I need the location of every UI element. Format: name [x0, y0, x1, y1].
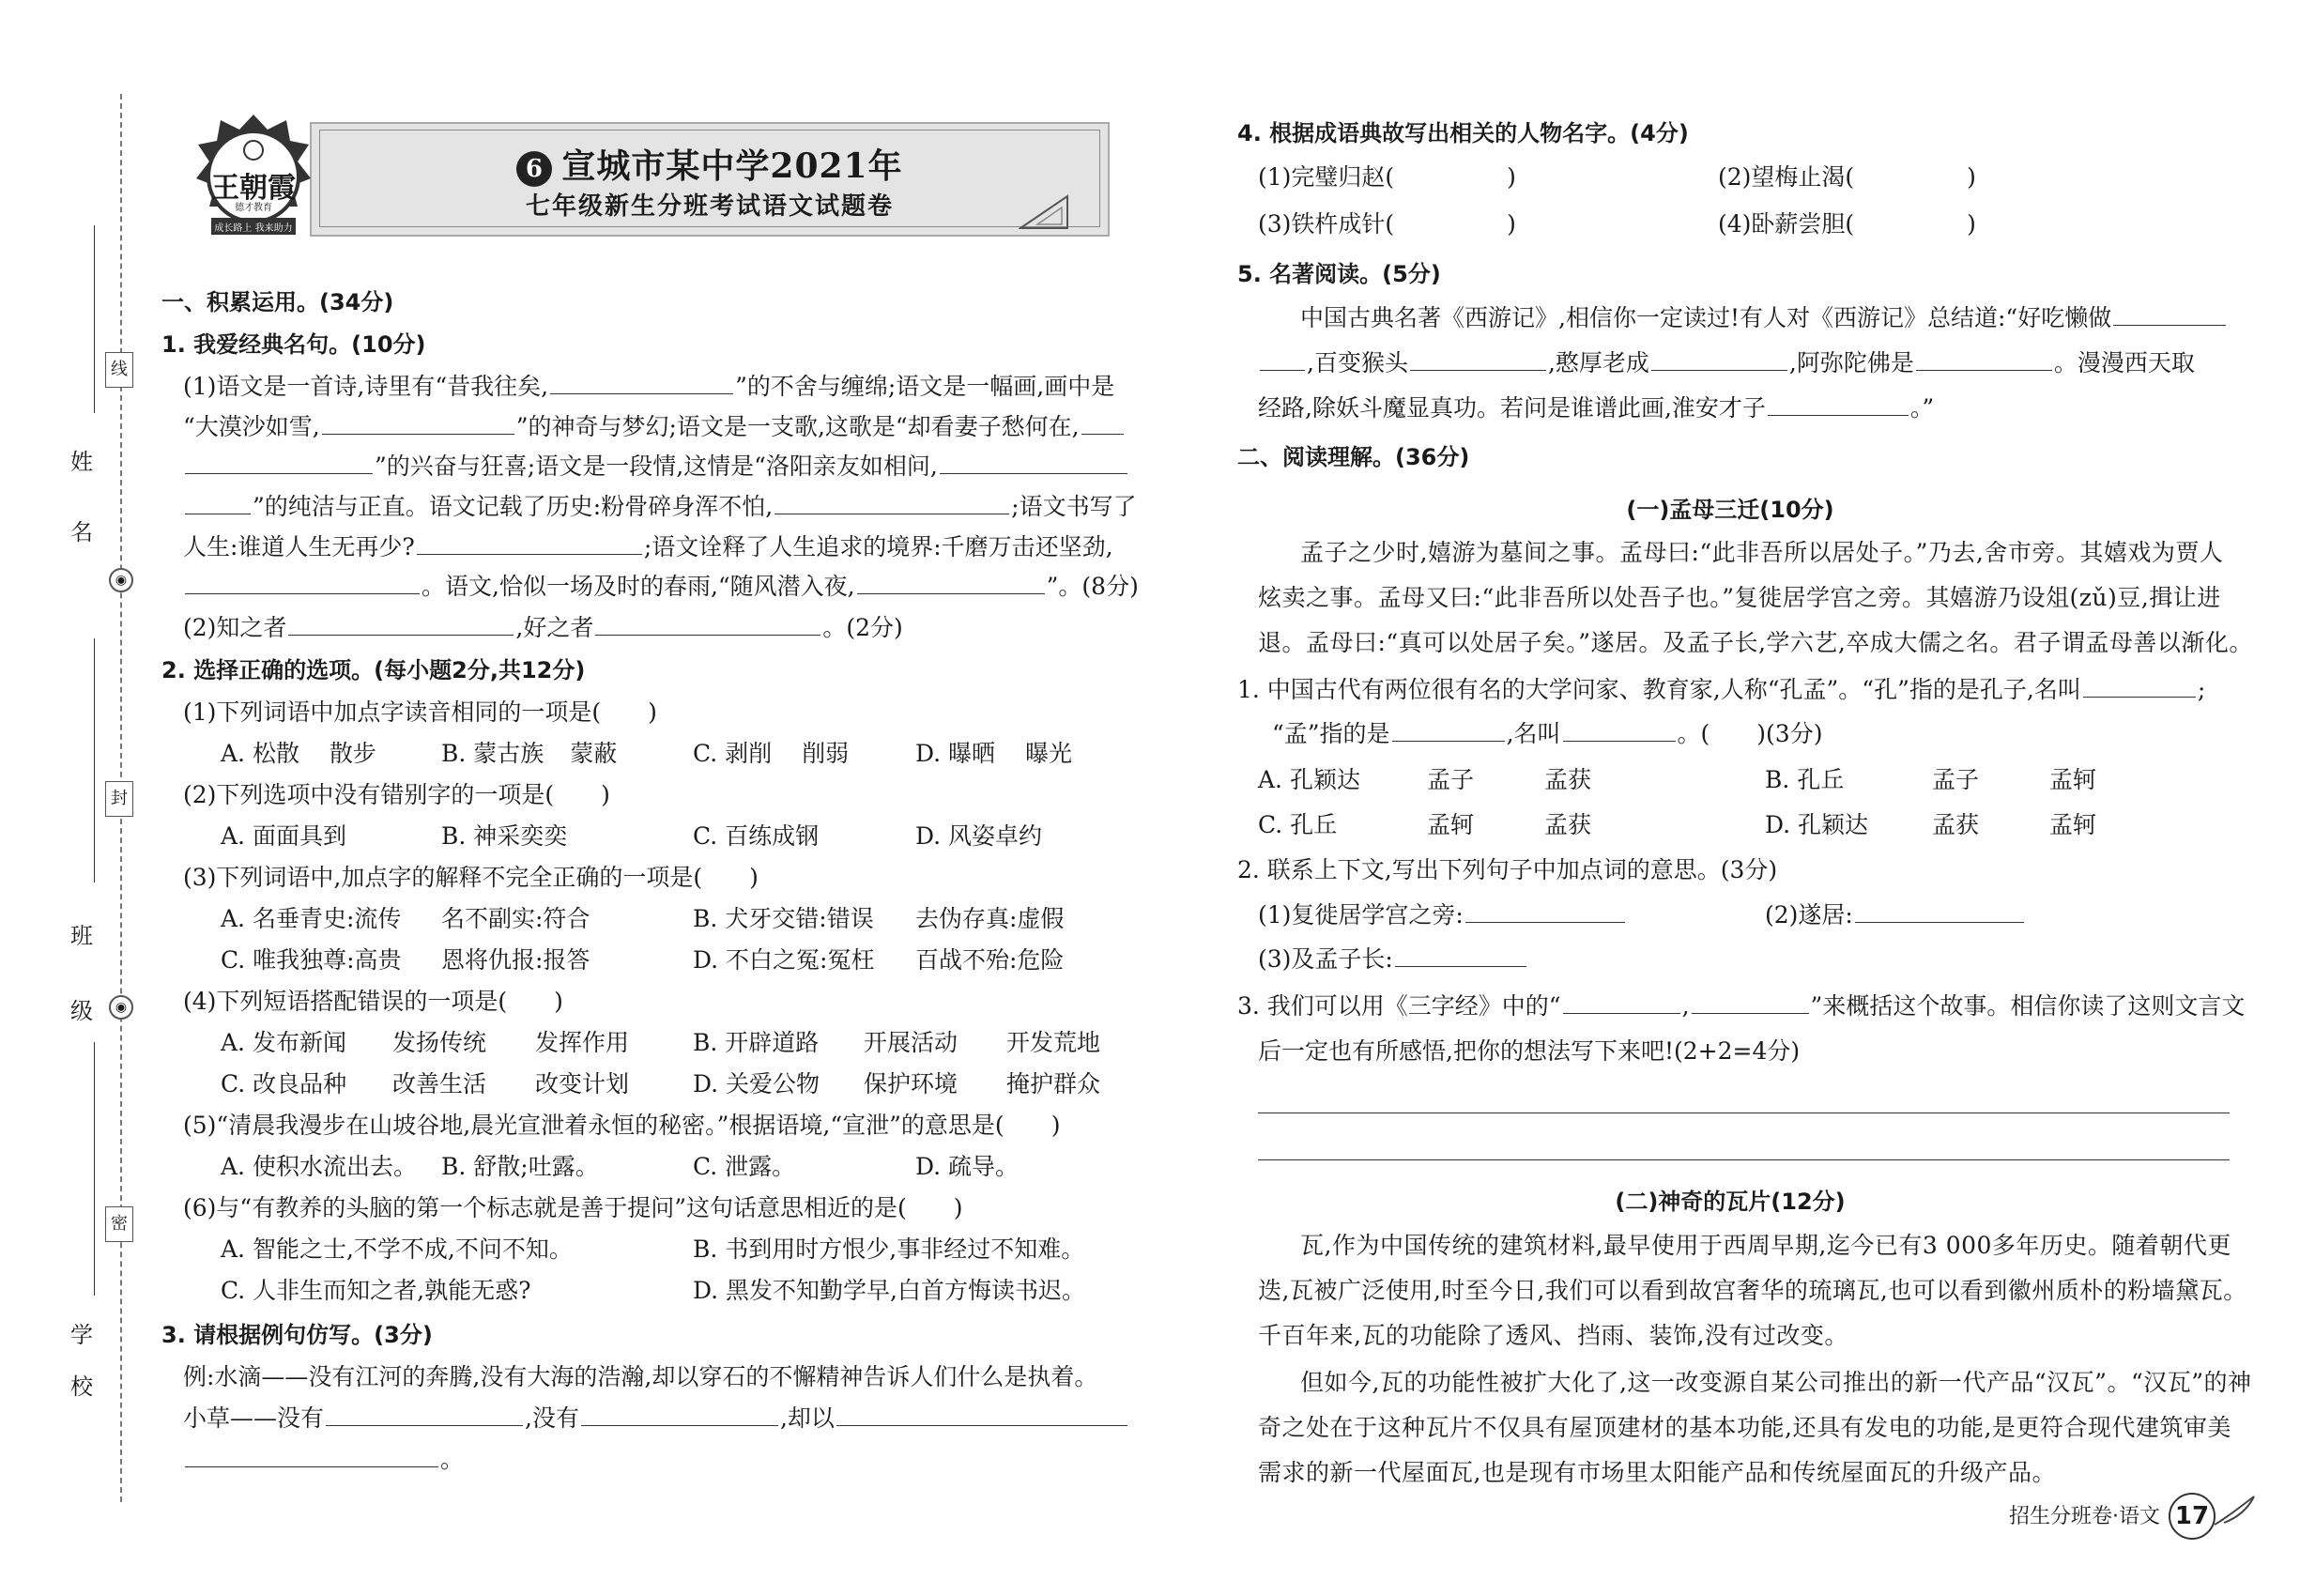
r1-q3-blank-2[interactable] — [1692, 992, 1809, 1014]
option-c-2: 改善生活 — [392, 1070, 487, 1097]
q1-blank-4a[interactable] — [940, 453, 1127, 474]
option-a[interactable]: A. 松散 散步 — [221, 740, 376, 767]
option-b-3: 开发荒地 — [1006, 1029, 1101, 1056]
seal-char-feng: 封 — [105, 781, 133, 817]
reading-1-para-3: 退。孟母曰:“真可以处居子矣。”遂居。及孟子长,学六艺,卒成大儒之名。君子谓孟母善以渐化。 — [1258, 629, 2253, 656]
option-a[interactable]: A. 使积水流出去。 — [221, 1153, 417, 1180]
option-b[interactable]: B. 开辟道路 — [693, 1029, 820, 1056]
name-label-1: 姓 — [70, 449, 93, 475]
q3-heading: 3. 请根据例句仿写。(3分) — [161, 1322, 433, 1348]
school-label-1: 学 — [70, 1322, 93, 1348]
q5-blank-5[interactable] — [1768, 394, 1909, 416]
option-d-3: 孟轲 — [2049, 811, 2097, 838]
option-b[interactable]: B. 犬牙交错:错误 — [693, 905, 874, 932]
q1-blank-4[interactable] — [185, 493, 251, 514]
binding-hole: ◉ — [109, 995, 133, 1020]
class-label-1: 班 — [70, 923, 93, 949]
q3-answer-line-2: 。 — [183, 1444, 464, 1476]
exam-number-badge: 6 — [516, 151, 552, 187]
r1-q1-line-2: “孟”指的是 ,名叫 。( )(3分) — [1272, 720, 1823, 747]
r1-q2-heading: 2. 联系上下文,写出下列句子中加点词的意思。(3分) — [1237, 856, 1778, 883]
option-d[interactable]: D. 黑发不知勤学早,白首方悔读书迟。 — [693, 1277, 1085, 1304]
q4-item-2[interactable]: (2)望梅止渴( ) — [1718, 163, 1976, 191]
option-a-2: 发扬传统 — [392, 1029, 487, 1056]
school-label-2: 校 — [70, 1373, 93, 1400]
q3-answer-line-1: 小草——没有 ,没有 ,却以 — [183, 1403, 1129, 1435]
logo-ribbon-text: 成长路上 我来助力 — [214, 223, 293, 234]
option-d[interactable]: D. 孔颖达 — [1765, 811, 1869, 838]
q2-heading: 2. 选择正确的选项。(每小题2分,共12分) — [161, 657, 586, 683]
option-d[interactable]: D. 曝晒 曝光 — [915, 740, 1073, 767]
q5-heading: 5. 名著阅读。(5分) — [1237, 261, 1441, 287]
exam-subtitle: 七年级新生分班考试语文试题卷 — [525, 192, 894, 221]
option-b[interactable]: B. 孔丘 — [1765, 766, 1845, 793]
q5-blank-3[interactable] — [1651, 349, 1787, 371]
option-c-2: 孟轲 — [1427, 811, 1475, 838]
option-d-2: 保护环境 — [864, 1070, 958, 1097]
q1-blank-3[interactable] — [185, 453, 373, 474]
q1-line-5: 人生:谁道人生无再少? ;语文诠释了人生追求的境界:千磨万击还坚劲, — [183, 533, 1113, 560]
r1-q2-blank-3[interactable] — [1395, 945, 1526, 967]
q1-blank-9[interactable] — [288, 614, 514, 636]
class-label-2: 级 — [70, 998, 93, 1024]
q3-blank-1[interactable] — [326, 1404, 523, 1426]
reading-2-para-1: 瓦,作为中国传统的建筑材料,最早使用于西周早期,迄今已有3 000多年历史。随着朝代更 — [1300, 1232, 2231, 1259]
r1-q3-line-1: 3. 我们可以用《三字经》中的“ , ”来概括这个故事。相信你读了这则文言文 — [1237, 992, 2246, 1020]
q1-heading: 1. 我爱经典名句。(10分) — [161, 331, 426, 358]
reading-2-para-6: 需求的新一代屋面瓦,也是现有市场里太阳能产品和传统屋面瓦的升级产品。 — [1258, 1459, 2056, 1486]
r1-q3-line-2: 后一定也有所感悟,把你的想法写下来吧!(2+2=4分) — [1258, 1037, 1801, 1065]
exam-title-text: 宣城市某中学2021年 — [561, 146, 903, 186]
option-b[interactable]: B. 舒散;吐露。 — [441, 1153, 599, 1180]
class-field[interactable] — [94, 638, 95, 882]
page-number: 17 — [2169, 1493, 2216, 1540]
option-a[interactable]: A. 孔颖达 — [1258, 766, 1360, 793]
option-b-2: 去伪存真:虚假 — [915, 905, 1065, 932]
q5-line-2: ,百变猴头 ,憨厚老成 ,阿弥陀佛是 。漫漫西天取 — [1258, 347, 2195, 379]
q2-2-stem: (2)下列选项中没有错别字的一项是( ) — [183, 781, 610, 808]
q1-line-4: ”的纯洁与正直。语文记载了历史:粉骨碎身浑不怕, ;语文书写了 — [183, 491, 1137, 523]
q1-line-3: ”的兴奋与狂喜;语文是一段情,这情是“洛阳亲友如相问, — [183, 451, 1129, 483]
option-a[interactable]: A. 面面具到 — [221, 822, 346, 850]
option-c[interactable]: C. 百练成钢 — [693, 822, 820, 850]
option-b-2: 孟子 — [1932, 766, 1980, 793]
ruler-triangle-icon — [1019, 192, 1070, 230]
option-a[interactable]: A. 智能之士,不学不成,不问不知。 — [221, 1235, 573, 1263]
option-b[interactable]: B. 书到用时方恨少,事非经过不知难。 — [693, 1235, 1085, 1263]
q1-line-1: (1)语文是一首诗,诗里有“昔我往矣, ”的不舍与缠绵;语文是一幅画,画中是 — [183, 373, 1115, 400]
option-d[interactable]: D. 疏导。 — [915, 1153, 1020, 1180]
reading-1-para-1: 孟子之少时,嬉游为墓间之事。孟母曰:“此非吾所以居处子。”乃去,舍市旁。其嬉戏为贾人 — [1300, 539, 2224, 566]
option-c[interactable]: C. 唯我独尊:高贵 — [221, 946, 402, 974]
r1-q2-item-3: (3)及孟子长: — [1258, 945, 1393, 973]
option-a-3: 发挥作用 — [535, 1029, 630, 1056]
q2-4-stem: (4)下列短语搭配错误的一项是( ) — [183, 988, 563, 1015]
option-c-3: 改变计划 — [535, 1070, 630, 1097]
q2-5-stem: (5)“清晨我漫步在山坡谷地,晨光宣泄着永恒的秘密。”根据语境,“宣泄”的意思是( ) — [183, 1112, 1061, 1139]
r1-q2-item-2: (2)遂居: — [1765, 901, 1853, 928]
seal-char-mi: 密 — [105, 1206, 133, 1242]
r1-q2-blank-2[interactable] — [1855, 901, 2024, 923]
reading-2-para-4: 但如今,瓦的功能性被扩大化了,这一改变源自某公司推出的新一代产品“汉瓦”。“汉瓦”的神 — [1300, 1369, 2252, 1396]
q2-1-stem: (1)下列词语中加点字读音相同的一项是( ) — [183, 698, 657, 726]
option-a-2: 名不副实:符合 — [441, 905, 590, 932]
q5-blank-4[interactable] — [1916, 349, 2052, 371]
option-d[interactable]: D. 关爱公物 — [693, 1070, 820, 1097]
option-b[interactable]: B. 神采奕奕 — [441, 822, 568, 850]
reading-2-para-2: 迭,瓦被广泛使用,时至今日,我们可以看到故宫奢华的琉璃瓦,也可以看到徽州质朴的粉墙黛瓦。 — [1258, 1277, 2247, 1304]
q3-blank-3[interactable] — [836, 1404, 1127, 1426]
r1-q2-item-1: (1)复徙居学宫之旁: — [1258, 901, 1464, 928]
q1-blank-6[interactable] — [417, 533, 642, 555]
seal-char-xian: 线 — [105, 352, 133, 388]
q4-item-1[interactable]: (1)完璧归赵( ) — [1258, 163, 1516, 191]
option-d-3: 掩护群众 — [1006, 1070, 1101, 1097]
reading-2-para-3: 千百年来,瓦的功能除了透风、挡雨、装饰,没有过改变。 — [1258, 1322, 1848, 1349]
option-c[interactable]: C. 泄露。 — [693, 1153, 796, 1180]
q1-blank-7[interactable] — [185, 573, 420, 594]
q1-line-7: (2)知之者 ,好之者 。(2分) — [183, 614, 903, 641]
r1-q1-blank-1[interactable] — [2083, 676, 2196, 698]
reading-1-title: (一)孟母三迁(10分) — [1626, 497, 1834, 523]
q1-blank-2[interactable] — [322, 413, 514, 435]
exam-title — [320, 140, 1099, 188]
q1-blank-3a[interactable] — [1081, 413, 1124, 435]
option-c[interactable]: C. 改良品种 — [221, 1070, 347, 1097]
reading-1-para-2: 炫卖之事。孟母又曰:“此非吾所以处吾子也。”复徙居学宫之旁。其嬉游乃设俎(zǔ)豆,揖让进 — [1258, 584, 2221, 611]
option-c[interactable]: C. 人非生而知之者,孰能无惑? — [221, 1277, 531, 1304]
option-b-2: 开展活动 — [864, 1029, 958, 1056]
q4-item-3[interactable]: (3)铁杵成针( ) — [1258, 210, 1516, 238]
reading-2-para-5: 奇之处在于这种瓦片不仅具有屋顶建材的基本功能,还具有发电的功能,是更符合现代建筑审美 — [1258, 1414, 2231, 1441]
q3-blank-4[interactable] — [185, 1446, 438, 1467]
option-c-3: 孟获 — [1544, 811, 1592, 838]
option-b-3: 孟轲 — [2049, 766, 2097, 793]
option-d[interactable]: D. 不白之冤:冤枉 — [693, 946, 875, 974]
r1-q1-blank-2[interactable] — [1392, 720, 1505, 742]
r1-q2-row-2 — [1258, 944, 1528, 975]
q1-blank-5[interactable] — [774, 493, 1009, 514]
q1-blank-8[interactable] — [857, 573, 1045, 594]
footer-label: 招生分班卷·语文 — [2009, 1505, 2160, 1528]
binding-hole: ◉ — [109, 568, 133, 592]
option-c[interactable]: C. 孔丘 — [1258, 811, 1338, 838]
r1-q3-blank-1[interactable] — [1563, 992, 1680, 1014]
r1-q3-answer-line-2[interactable] — [1258, 1159, 2230, 1160]
option-a[interactable]: A. 名垂青史:流传 — [221, 905, 402, 932]
q5-blank-1b[interactable] — [1260, 349, 1305, 371]
q1-blank-10[interactable] — [595, 614, 820, 636]
section-2-heading: 二、阅读理解。(36分) — [1237, 444, 1470, 470]
q1-line-6: 。语文,恰似一场及时的春雨,“随风潜入夜, ”。(8分) — [183, 571, 1139, 603]
q3-blank-2[interactable] — [581, 1404, 778, 1426]
q3-example: 例:水滴——没有江河的奔腾,没有大海的浩瀚,却以穿石的不懈精神告诉人们什么是执着。 — [183, 1363, 1098, 1390]
q4-heading: 4. 根据成语典故写出相关的人物名字。(4分) — [1237, 120, 1689, 146]
logo-text: 王朝霞 — [211, 172, 296, 205]
name-label-2: 名 — [70, 519, 93, 545]
r1-q2-blank-1[interactable] — [1465, 901, 1625, 923]
q1-blank-1[interactable] — [550, 373, 733, 394]
logo-small-text: 德才教育 — [235, 203, 272, 213]
option-a-3: 孟获 — [1544, 766, 1592, 793]
q5-blank-2[interactable] — [1410, 349, 1546, 371]
q5-line-3: 经路,除妖斗魔显真功。若问是谁谱此画,淮安才子 。” — [1258, 394, 1935, 422]
q2-3-stem: (3)下列词语中,加点字的解释不完全正确的一项是( ) — [183, 864, 759, 891]
option-d-2: 孟获 — [1932, 811, 1980, 838]
q2-6-stem: (6)与“有教养的头脑的第一个标志就是善于提问”这句话意思相近的是( ) — [183, 1194, 963, 1221]
quill-icon — [2211, 1493, 2258, 1530]
option-b[interactable]: B. 蒙古族 蒙蔽 — [441, 740, 618, 767]
option-d[interactable]: D. 风姿卓约 — [915, 822, 1043, 850]
q4-item-4[interactable]: (4)卧薪尝胆( ) — [1718, 210, 1976, 238]
q5-blank-1[interactable] — [2113, 304, 2226, 326]
reading-2-title: (二)神奇的瓦片(12分) — [1615, 1189, 1846, 1215]
section-1-heading: 一、积累运用。(34分) — [161, 289, 394, 315]
q1-line-2: “大漠沙如雪, ”的神奇与梦幻;语文是一支歌,这歌是“却看妻子愁何在, — [183, 411, 1126, 443]
option-d-2: 百战不殆:危险 — [915, 946, 1065, 974]
option-c[interactable]: C. 剥削 削弱 — [693, 740, 850, 767]
option-a[interactable]: A. 发布新闻 — [221, 1029, 346, 1056]
r1-q1-line-1: 1. 中国古代有两位很有名的大学问家、教育家,人称“孔孟”。“孔”指的是孔子,名叫 ; — [1237, 676, 2206, 703]
name-field[interactable] — [94, 225, 95, 413]
option-a-2: 孟子 — [1427, 766, 1475, 793]
school-field[interactable] — [94, 1042, 95, 1296]
q5-line-1: 中国古典名著《西游记》,相信你一定读过!有人对《西游记》总结道:“好吃懒做 — [1300, 302, 2228, 334]
title-banner-inner — [319, 130, 1100, 227]
r1-q1-blank-3[interactable] — [1563, 720, 1676, 742]
option-c-2: 恩将仇报:报答 — [441, 946, 590, 974]
